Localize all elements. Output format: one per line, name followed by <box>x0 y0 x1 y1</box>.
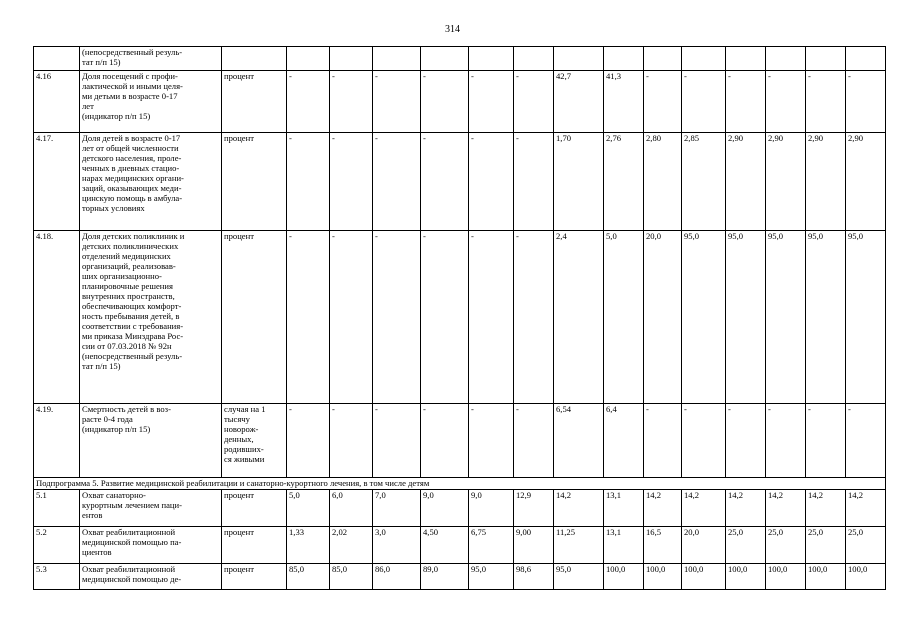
row-number <box>34 47 80 71</box>
value-cell: - <box>806 71 846 133</box>
value-cell: 11,25 <box>554 527 604 564</box>
value-cell: 25,0 <box>766 527 806 564</box>
text-line: ших организационно- <box>82 271 162 281</box>
value-cell: - <box>766 404 806 478</box>
table-row <box>34 71 886 133</box>
value-cell: 85,0 <box>330 564 373 590</box>
value-cell: 85,0 <box>287 564 330 590</box>
value-cell: 2,85 <box>682 133 726 231</box>
text-line: нарах медицинских органи- <box>82 173 184 183</box>
text-line: тат п/п 15) <box>82 57 121 67</box>
value-cell: 14,2 <box>554 490 604 527</box>
text-line: курортным лечением паци- <box>82 500 182 510</box>
text-line: Доля детей в возрасте 0-17 <box>82 133 181 143</box>
value-cell <box>682 47 726 71</box>
table-row <box>34 133 886 231</box>
value-cell: - <box>287 133 330 231</box>
row-number: 4.17. <box>34 133 80 231</box>
indicator-name <box>80 527 222 564</box>
value-cell: 89,0 <box>421 564 469 590</box>
value-cell <box>421 47 469 71</box>
value-cell: 20,0 <box>682 527 726 564</box>
text-line: цинскую помощь в амбула- <box>82 193 183 203</box>
indicator-unit <box>222 564 287 590</box>
value-cell: - <box>846 71 886 133</box>
table-row <box>34 231 886 404</box>
table-row <box>34 490 886 527</box>
value-cell: 5,0 <box>287 490 330 527</box>
indicator-unit <box>222 490 287 527</box>
table-row <box>34 564 886 590</box>
value-cell: - <box>330 404 373 478</box>
indicator-unit <box>222 71 287 133</box>
value-cell: 95,0 <box>766 231 806 404</box>
text-line: процент <box>224 71 254 81</box>
value-cell: 1,33 <box>287 527 330 564</box>
text-line: (непосредственный резуль- <box>82 47 183 57</box>
indicator-name <box>80 47 222 71</box>
text-line: случая на 1 <box>224 404 266 414</box>
indicator-name <box>80 564 222 590</box>
value-cell: - <box>330 71 373 133</box>
value-cell: - <box>514 404 554 478</box>
value-cell: - <box>846 404 886 478</box>
indicator-unit <box>222 404 287 478</box>
text-line: расте 0-4 года <box>82 414 133 424</box>
text-line: процент <box>224 133 254 143</box>
indicator-name <box>80 231 222 404</box>
value-cell: - <box>373 133 421 231</box>
value-cell: 14,2 <box>644 490 682 527</box>
text-line: Охват реабилитационной <box>82 564 176 574</box>
text-line: торных условиях <box>82 203 145 213</box>
value-cell: - <box>682 71 726 133</box>
text-line: отделений медицинских <box>82 251 171 261</box>
value-cell: - <box>806 404 846 478</box>
row-number: 5.2 <box>34 527 80 564</box>
text-line: (индикатор п/п 15) <box>82 111 151 121</box>
table-row <box>34 527 886 564</box>
value-cell: 95,0 <box>806 231 846 404</box>
text-line: лет от общей численности <box>82 143 179 153</box>
value-cell: - <box>469 404 514 478</box>
value-cell: 14,2 <box>726 490 766 527</box>
value-cell: 100,0 <box>726 564 766 590</box>
row-number: 4.19. <box>34 404 80 478</box>
value-cell: 41,3 <box>604 71 644 133</box>
value-cell: 14,2 <box>806 490 846 527</box>
value-cell <box>766 47 806 71</box>
text-line: (индикатор п/п 15) <box>82 424 151 434</box>
value-cell: 13,1 <box>604 527 644 564</box>
value-cell: 100,0 <box>766 564 806 590</box>
value-cell: 4,50 <box>421 527 469 564</box>
value-cell: - <box>726 404 766 478</box>
text-line: ми приказа Минздрава Рос- <box>82 331 184 341</box>
value-cell: 2,90 <box>846 133 886 231</box>
value-cell: - <box>421 404 469 478</box>
text-line: медицинской помощью па- <box>82 537 182 547</box>
value-cell: 14,2 <box>766 490 806 527</box>
value-cell: - <box>330 231 373 404</box>
text-line: ми детьми в возрасте 0-17 <box>82 91 178 101</box>
value-cell <box>373 47 421 71</box>
value-cell: - <box>644 404 682 478</box>
text-line: планировочные решения <box>82 281 173 291</box>
value-cell <box>846 47 886 71</box>
value-cell: - <box>421 133 469 231</box>
text-line: тысячу <box>224 414 250 424</box>
value-cell: 9,0 <box>469 490 514 527</box>
text-line: Доля детских поликлиник и <box>82 231 185 241</box>
indicator-unit <box>222 231 287 404</box>
value-cell: 6,54 <box>554 404 604 478</box>
table-body <box>34 47 886 590</box>
indicator-name <box>80 133 222 231</box>
text-line: тат п/п 15) <box>82 361 121 371</box>
value-cell: 2,80 <box>644 133 682 231</box>
indicator-unit <box>222 47 287 71</box>
value-cell <box>287 47 330 71</box>
value-cell: - <box>287 71 330 133</box>
value-cell: 3,0 <box>373 527 421 564</box>
value-cell: 42,7 <box>554 71 604 133</box>
text-line: заций, оказывающих меди- <box>82 183 182 193</box>
value-cell: 1,70 <box>554 133 604 231</box>
indicators-table <box>33 46 886 590</box>
text-line: внутренних пространств, <box>82 291 175 301</box>
value-cell: - <box>514 133 554 231</box>
value-cell: 7,0 <box>373 490 421 527</box>
value-cell: 2,02 <box>330 527 373 564</box>
text-line: денных, <box>224 434 254 444</box>
value-cell: 14,2 <box>682 490 726 527</box>
value-cell: 2,4 <box>554 231 604 404</box>
value-cell: - <box>514 71 554 133</box>
section-row <box>34 478 886 490</box>
text-line: соответствии с требования- <box>82 321 184 331</box>
text-line: лет <box>82 101 94 111</box>
text-line: (непосредственный резуль- <box>82 351 183 361</box>
value-cell: 2,90 <box>806 133 846 231</box>
value-cell: 100,0 <box>806 564 846 590</box>
value-cell: 86,0 <box>373 564 421 590</box>
text-line: детского населения, проле- <box>82 153 182 163</box>
indicator-name <box>80 404 222 478</box>
text-line: новорож- <box>224 424 259 434</box>
value-cell: 25,0 <box>846 527 886 564</box>
value-cell: 95,0 <box>554 564 604 590</box>
text-line: ся живыми <box>224 454 265 464</box>
text-line: Смертность детей в воз- <box>82 404 171 414</box>
value-cell <box>514 47 554 71</box>
value-cell: - <box>421 71 469 133</box>
value-cell: - <box>644 71 682 133</box>
text-line: ченных в дневных стацио- <box>82 163 180 173</box>
indicator-unit <box>222 133 287 231</box>
text-line: процент <box>224 564 254 574</box>
text-line: медицинской помощью де- <box>82 574 182 584</box>
text-line: детских поликлинических <box>82 241 179 251</box>
value-cell <box>469 47 514 71</box>
value-cell <box>644 47 682 71</box>
value-cell <box>726 47 766 71</box>
value-cell: 14,2 <box>846 490 886 527</box>
text-line: Охват санаторно- <box>82 490 146 500</box>
table-row <box>34 47 886 71</box>
value-cell: - <box>287 404 330 478</box>
page-number: 314 <box>445 24 460 35</box>
row-number: 5.1 <box>34 490 80 527</box>
text-line: организаций, реализовав- <box>82 261 176 271</box>
value-cell: 100,0 <box>682 564 726 590</box>
value-cell <box>330 47 373 71</box>
value-cell: 95,0 <box>469 564 514 590</box>
row-number: 4.16 <box>34 71 80 133</box>
value-cell: 98,6 <box>514 564 554 590</box>
value-cell: 9,00 <box>514 527 554 564</box>
text-line: ентов <box>82 510 103 520</box>
value-cell: 95,0 <box>846 231 886 404</box>
row-number: 5.3 <box>34 564 80 590</box>
value-cell: - <box>682 404 726 478</box>
value-cell: - <box>469 133 514 231</box>
text-line: обеспечивающих комфорт- <box>82 301 182 311</box>
value-cell: - <box>330 133 373 231</box>
text-line: циентов <box>82 547 112 557</box>
text-line: родивших- <box>224 444 264 454</box>
value-cell: 13,1 <box>604 490 644 527</box>
value-cell: - <box>514 231 554 404</box>
value-cell: 95,0 <box>682 231 726 404</box>
text-line: ность пребывания детей, в <box>82 311 180 321</box>
value-cell: - <box>373 71 421 133</box>
text-line: Доля посещений с профи- <box>82 71 178 81</box>
text-line: сии от 07.03.2018 № 92н <box>82 341 172 351</box>
value-cell: 6,75 <box>469 527 514 564</box>
text-line: процент <box>224 527 254 537</box>
value-cell: 95,0 <box>726 231 766 404</box>
value-cell <box>554 47 604 71</box>
value-cell: - <box>373 404 421 478</box>
value-cell: - <box>726 71 766 133</box>
value-cell: 100,0 <box>644 564 682 590</box>
value-cell: - <box>766 71 806 133</box>
value-cell: - <box>469 71 514 133</box>
value-cell: 12,9 <box>514 490 554 527</box>
indicator-name <box>80 71 222 133</box>
value-cell: - <box>373 231 421 404</box>
value-cell: 100,0 <box>846 564 886 590</box>
value-cell: 2,90 <box>766 133 806 231</box>
text-line: лактической и иными целя- <box>82 81 183 91</box>
value-cell: - <box>287 231 330 404</box>
value-cell: 20,0 <box>644 231 682 404</box>
value-cell: 25,0 <box>806 527 846 564</box>
text-line: процент <box>224 231 254 241</box>
value-cell: - <box>469 231 514 404</box>
text-line: Охват реабилитационной <box>82 527 176 537</box>
value-cell <box>806 47 846 71</box>
value-cell: 100,0 <box>604 564 644 590</box>
section-title: Подпрограмма 5. Развитие медицинской реабилитации и санаторно-курортного лечения, в том числе детям <box>34 478 886 490</box>
row-number: 4.18. <box>34 231 80 404</box>
indicator-name <box>80 490 222 527</box>
value-cell: 9,0 <box>421 490 469 527</box>
value-cell: 25,0 <box>726 527 766 564</box>
indicator-unit <box>222 527 287 564</box>
value-cell: 2,76 <box>604 133 644 231</box>
value-cell: 16,5 <box>644 527 682 564</box>
value-cell: - <box>421 231 469 404</box>
value-cell: 2,90 <box>726 133 766 231</box>
value-cell <box>604 47 644 71</box>
value-cell: 5,0 <box>604 231 644 404</box>
value-cell: 6,4 <box>604 404 644 478</box>
text-line: процент <box>224 490 254 500</box>
table-row <box>34 404 886 478</box>
value-cell: 6,0 <box>330 490 373 527</box>
